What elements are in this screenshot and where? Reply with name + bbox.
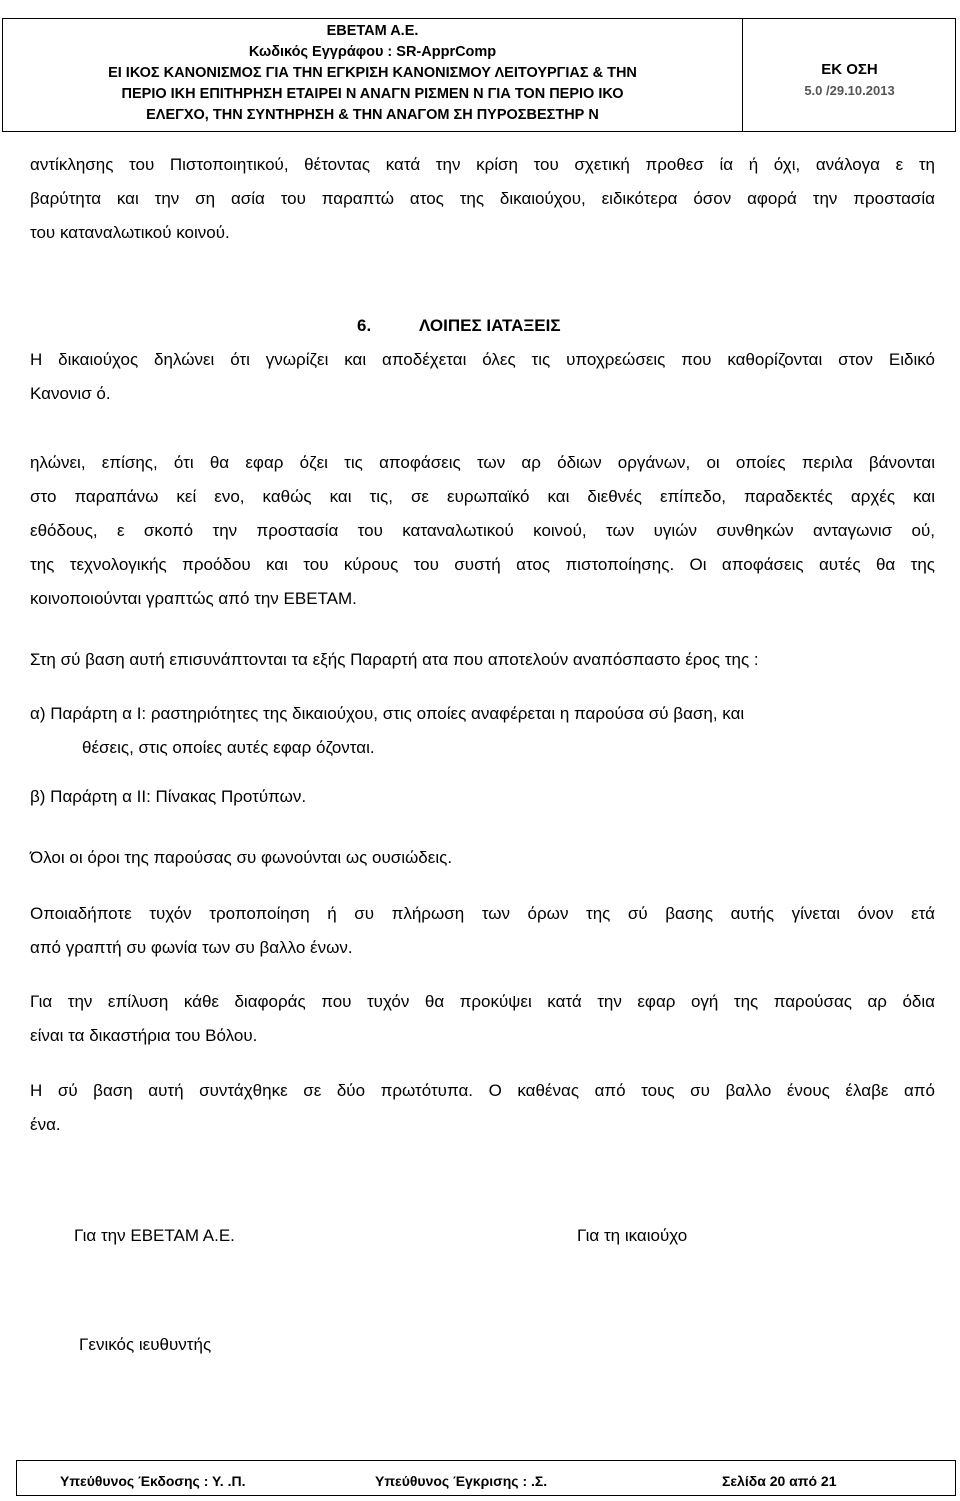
paragraph-3 (30, 446, 935, 616)
signature-right-label: Για τη ικαιούχο (577, 1226, 688, 1245)
header-doc-code: Κωδικός Εγγράφου : SR-ApprComp (248, 44, 497, 60)
header-title-block (3, 19, 743, 131)
document-header (2, 18, 956, 132)
paragraph-4: Στη σύ βαση αυτή επισυνάπτονται τα εξής Παραρτή ατα που αποτελούν αναπόσπαστο έρος της : (30, 650, 759, 669)
paragraph-line: είναι τα δικαστήρια του Βόλου. (30, 1026, 258, 1045)
paragraph-line: στο παραπάνω κεί ενο, καθώς και τις, σε ευρωπαϊκό και διεθνές επίπεδο, παραδεκτές αρχές και (30, 487, 935, 506)
paragraph-line: αντίκλησης του Πιστοποιητικού, θέτοντας κατά την κρίση του σχετική προθεσ ία ή όχι, ανάλογα ε τη (30, 155, 935, 174)
section-heading (30, 309, 960, 343)
annex-a (30, 697, 935, 765)
section-title: ΛΟΙΠΕΣ ΙΑΤΑΞΕΙΣ (419, 316, 561, 335)
annex-a-line-1: α) Παράρτη α Ι: ραστηριότητες της δικαιούχου, στις οποίες αναφέρεται η παρούσα σύ βαση, και (30, 704, 745, 723)
paragraph-6 (30, 897, 935, 965)
header-title-line-1: ΕΙ ΙΚΟΣ ΚΑΝΟΝΙΣΜΟΣ ΓΙΑ ΤΗΝ ΕΓΚΡΙΣΗ ΚΑΝΟΝΙΣΜΟΥ ΛΕΙΤΟΥΡΓΙΑΣ & ΤΗΝ (108, 65, 637, 81)
paragraph-line: της τεχνολογικής προόδου και του κύρους του συστή ατος πιστοποίησης. Οι αποφάσεις αυτές θα της (30, 555, 935, 574)
paragraph-line: από γραπτή συ φωνία των συ βαλλο ένων. (30, 938, 353, 957)
footer-approved-by: Υπεύθυνος Έγκρισης : .Σ. (375, 1473, 548, 1489)
paragraph-5: Όλοι οι όροι της παρούσας συ φωνούνται ως ουσιώδεις. (30, 848, 453, 867)
annex-b: β) Παράρτη α ΙΙ: Πίνακας Προτύπων. (30, 787, 307, 806)
edition-label: ΕΚ ΟΣΗ (821, 61, 878, 78)
paragraph-8 (30, 1074, 935, 1142)
paragraph-line: Η δικαιούχος δηλώνει ότι γνωρίζει και αποδέχεται όλες τις υποχρεώσεις που καθορίζονται στον Ειδικό (30, 350, 935, 369)
paragraph-line: ένα. (30, 1115, 61, 1134)
annex-a-line-2: θέσεις, στις οποίες αυτές εφαρ όζονται. (82, 738, 375, 757)
paragraph-line: ηλώνει, επίσης, ότι θα εφαρ όζει τις αποφάσεις των αρ όδιων οργάνων, οι οποίες περιλα βάνονται (30, 453, 935, 472)
paragraph-line: βαρύτητα και την ση ασία του παραπτώ ατος της δικαιούχου, ειδικότερα όσον αφορά την προστασία (30, 189, 935, 208)
paragraph-line: Κανονισ ό. (30, 384, 111, 403)
paragraph-line: κοινοποιούνται γραπτώς από την ΕΒΕΤΑΜ. (30, 589, 357, 608)
footer-page-number: Σελίδα 20 από 21 (722, 1473, 837, 1489)
header-title-line-2: ΠΕΡΙΟ ΙΚΗ ΕΠΙΤΗΡΗΣΗ ΕΤΑΙΡΕΙ Ν ΑΝΑΓΝ ΡΙΣΜΕΝ Ν ΓΙΑ ΤΟΝ ΠΕΡΙΟ ΙΚΟ (121, 86, 624, 102)
signature-left-label: Για την ΕΒΕΤΑΜ Α.Ε. (74, 1226, 235, 1245)
paragraph-line: Η σύ βαση αυτή συντάχθηκε σε δύο πρωτότυπα. Ο καθένας από τους συ βαλλο ένους έλαβε από (30, 1081, 935, 1100)
header-company: ΕΒΕΤΑΜ Α.Ε. (326, 23, 419, 39)
edition-value: 5.0 /29.10.2013 (804, 83, 895, 98)
paragraph-line: Για την επίλυση κάθε διαφοράς που τυχόν θα προκύψει κατά την εφαρ ογή της παρούσας αρ όδια (30, 992, 935, 1011)
signature-left-role: Γενικός ιευθυντής (79, 1335, 212, 1354)
paragraph-1 (30, 148, 935, 250)
paragraph-2 (30, 343, 935, 411)
header-edition-block (744, 59, 955, 101)
footer-issued-by: Υπεύθυνος Έκδοσης : Υ. .Π. (60, 1473, 246, 1489)
section-number: 6. (357, 316, 372, 335)
paragraph-line: εθόδους, ε σκοπό την προστασία του καταναλωτικού κοινού, των υγιών συνθηκών ανταγωνισ ού, (30, 521, 935, 540)
header-title-line-3: ΕΛΕΓΧΟ, ΤΗΝ ΣΥΝΤΗΡΗΣΗ & ΤΗΝ ΑΝΑΓΟΜ ΣΗ ΠΥΡΟΣΒΕΣΤΗΡ Ν (146, 107, 599, 123)
paragraph-7 (30, 985, 935, 1053)
paragraph-line: του καταναλωτικού κοινού. (30, 223, 230, 242)
paragraph-line: Οποιαδήποτε τυχόν τροποποίηση ή συ πλήρωση των όρων της σύ βασης αυτής γίνεται όνον ετά (30, 904, 935, 923)
